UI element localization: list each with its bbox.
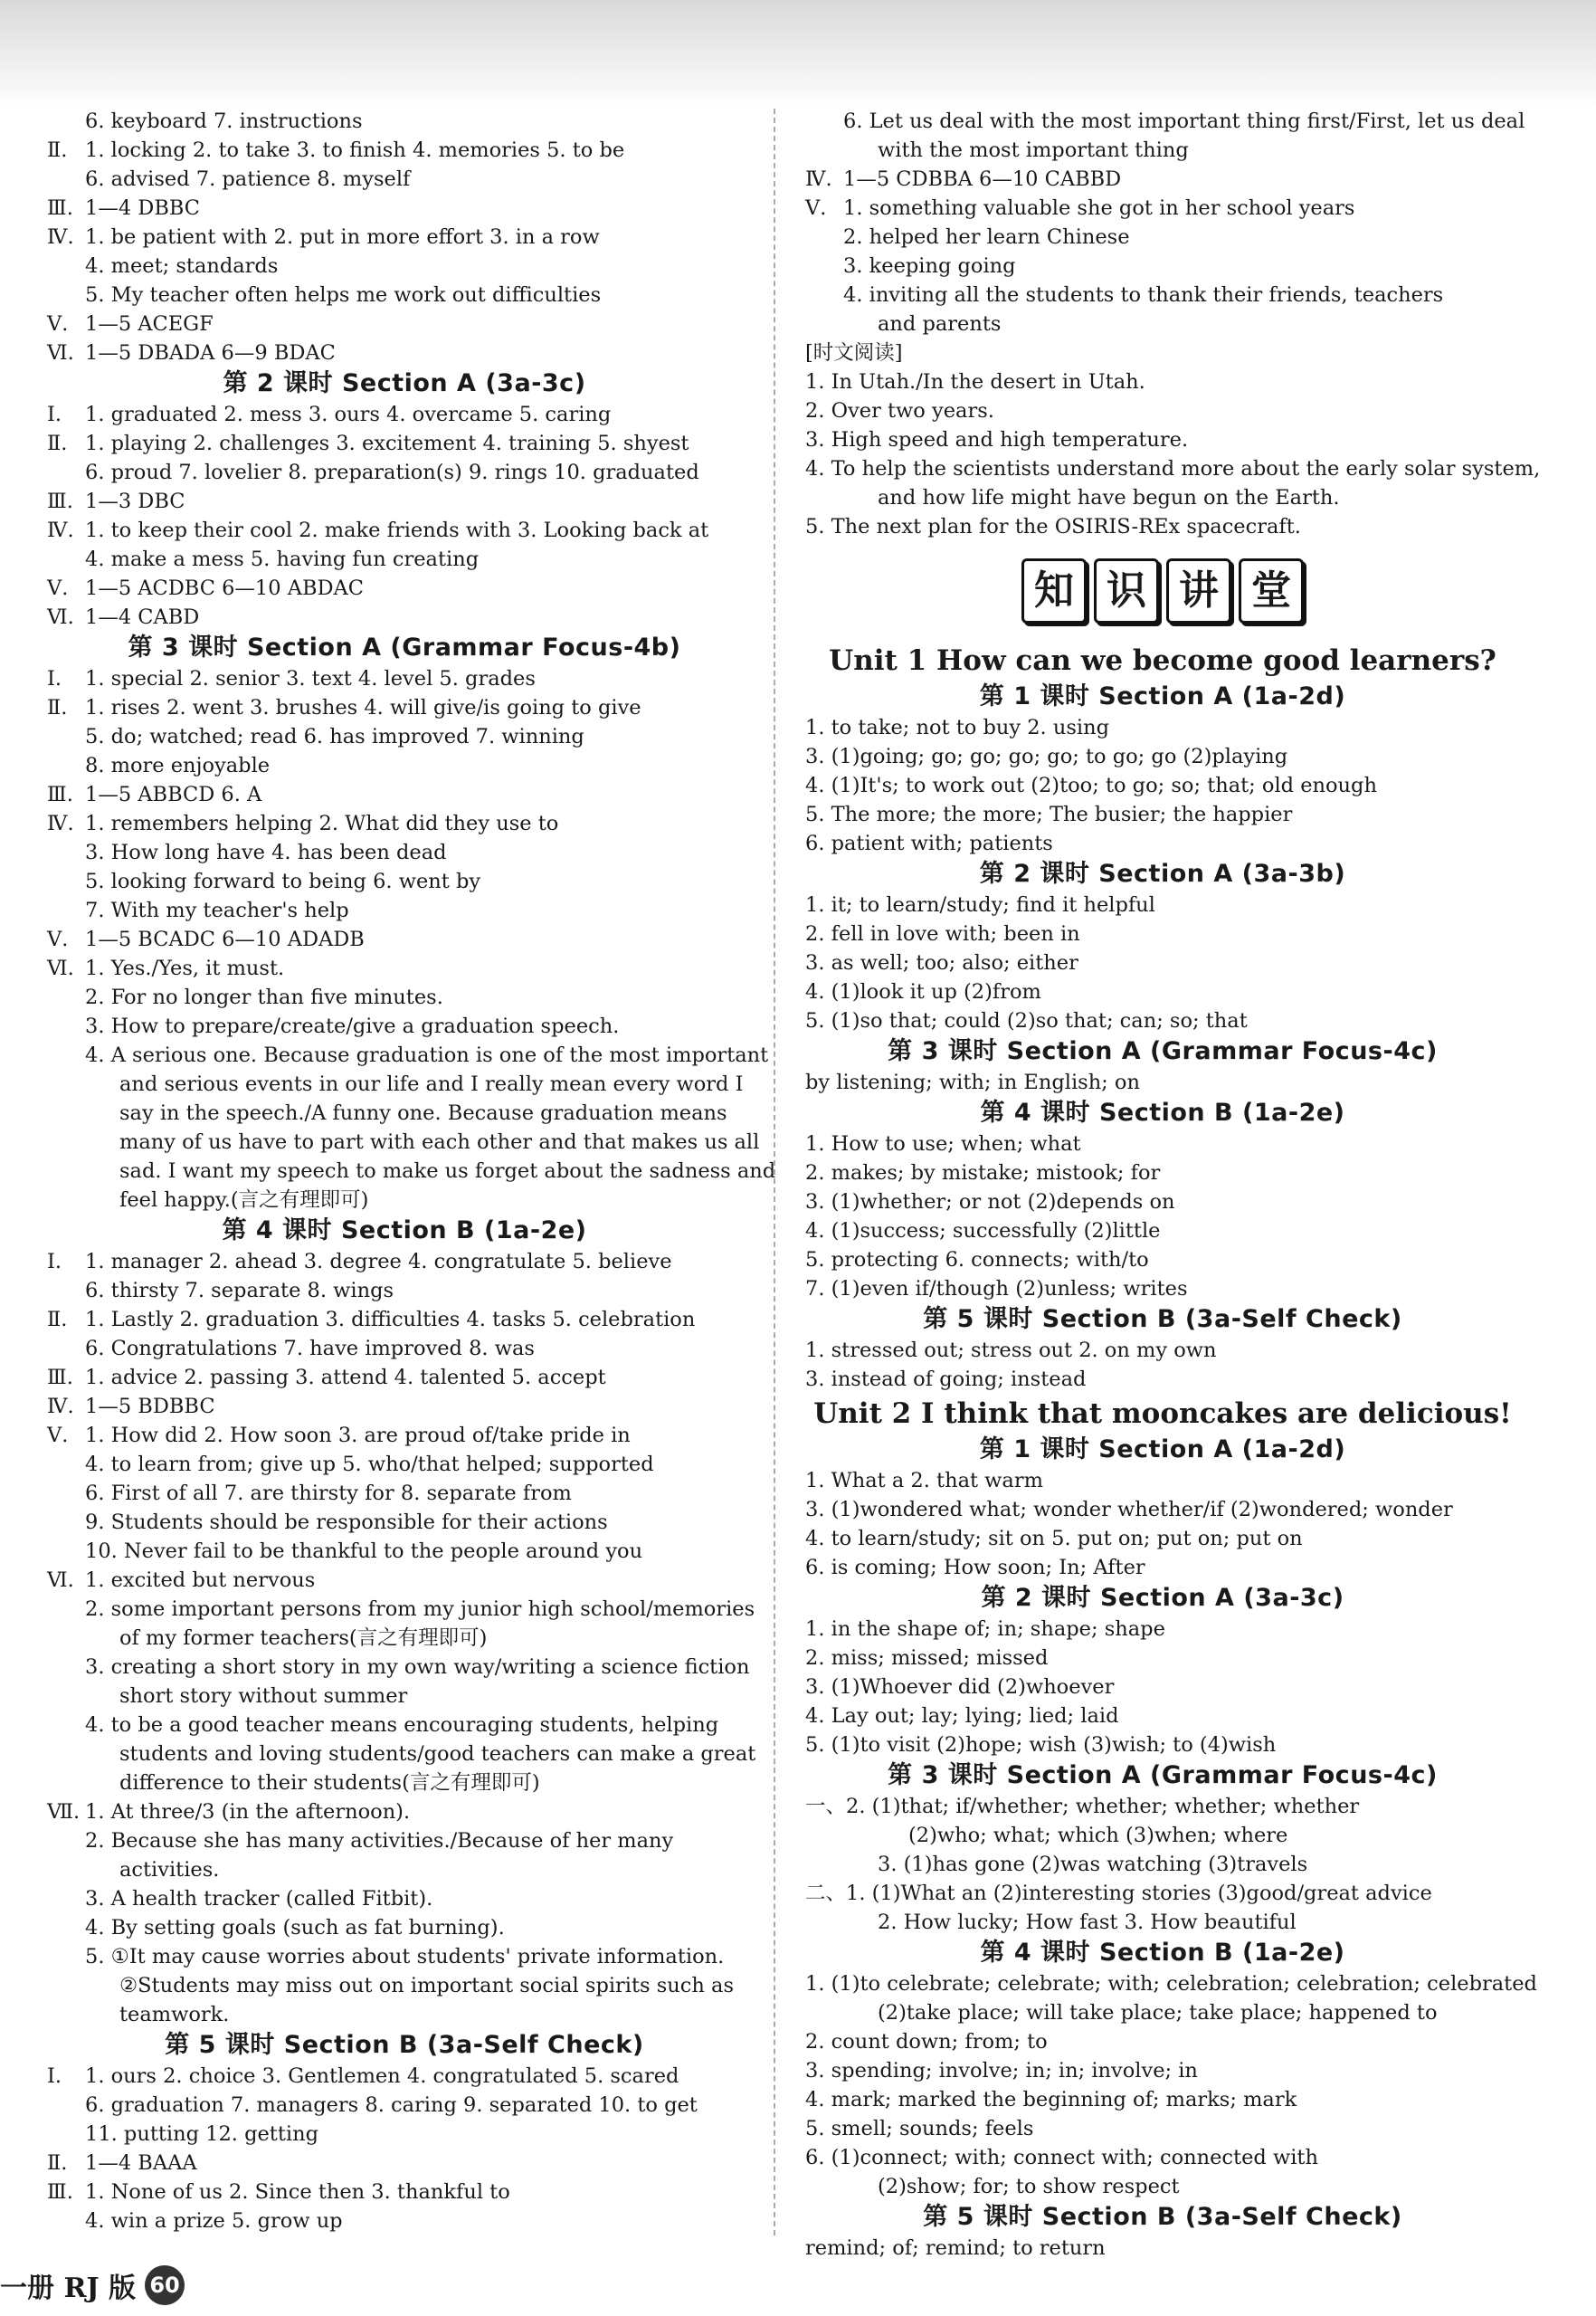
answer-line: 4. A serious one. Because graduation is one of the most important [85, 1044, 769, 1067]
answer-line: 5. looking forward to being 6. went by [85, 870, 481, 893]
section-numeral: Ⅴ. [805, 196, 827, 220]
answer-line: (2)take place; will take place; take place; happened to [878, 2001, 1438, 2025]
answer-line: activities. [119, 1858, 220, 1882]
answer-line: 8. more enjoyable [85, 754, 271, 777]
lesson-heading: 第 5 课时 Section B (3a-Self Check) [165, 2031, 644, 2059]
answer-line: 6. First of all 7. are thirsty for 8. separate from [85, 1482, 572, 1505]
answer-line [47, 1797, 762, 1826]
answer-line [47, 338, 762, 367]
answer-line [47, 516, 762, 545]
answer-line: 3. keeping going [843, 254, 1016, 278]
answer-line: 3. (1)wondered what; wonder whether/if (2)wondered; wonder [805, 1498, 1453, 1521]
section-numeral: Ⅰ. [47, 2064, 62, 2088]
answer-line: 5. ①It may cause worries about students' private information. [85, 1945, 725, 1968]
section-numeral: Ⅳ. [47, 519, 74, 542]
answer-line: 5. smell; sounds; feels [805, 2117, 1034, 2140]
answer-line: 4. make a mess 5. having fun creating [85, 548, 480, 571]
answer-line: 6. keyboard 7. instructions [85, 110, 363, 133]
answer-line: remind; of; remind; to return [805, 2236, 1106, 2260]
answer-line: 4. Lay out; lay; lying; lied; laid [805, 1704, 1119, 1728]
lesson-heading: 第 4 课时 Section B (1a-2e) [980, 1939, 1345, 1967]
answer-line [47, 310, 762, 338]
answer-line: by listening; with; in English; on [805, 1071, 1140, 1094]
lesson-heading: 第 3 课时 Section A (Grammar Focus-4b) [128, 634, 681, 662]
answer-line [47, 136, 762, 165]
section-numeral: Ⅵ. [47, 957, 74, 980]
answer-line: 3. instead of going; instead [805, 1368, 1087, 1391]
answer-line: 5. My teacher often helps me work out difficulties [85, 283, 602, 307]
section-numeral: Ⅳ. [47, 812, 74, 835]
answer-line: 4. inviting all the students to thank their friends, teachers [843, 283, 1444, 307]
answer-text: 1. locking 2. to take 3. to finish 4. memories 5. to be [85, 138, 625, 162]
right-column [805, 107, 1541, 2263]
answer-line: 4. to learn/study; sit on 5. put on; put on; put on [805, 1527, 1303, 1550]
banner-boxes [1021, 558, 1304, 624]
answer-text: 1. rises 2. went 3. brushes 4. will give/is going to give [85, 696, 641, 720]
lesson-heading: 第 3 课时 Section A (Grammar Focus-4c) [888, 1761, 1438, 1789]
answer-line: 6. graduation 7. managers 8. caring 9. separated 10. to get [85, 2093, 698, 2117]
section-numeral: Ⅵ. [47, 1568, 74, 1592]
answer-line: 2. miss; missed; missed [805, 1646, 1049, 1670]
column-divider [774, 109, 775, 2235]
answer-line: 2. makes; by mistake; mistook; for [805, 1161, 1161, 1185]
answer-text: 1—4 CABD [85, 605, 200, 629]
answer-line: 1. In Utah./In the desert in Utah. [805, 370, 1145, 394]
answer-text: 1. How did 2. How soon 3. are proud of/take pride in [85, 1424, 631, 1447]
answer-line [47, 954, 762, 983]
answer-line [47, 693, 762, 722]
answer-line: students and loving students/good teachers can make a great [119, 1742, 756, 1766]
answer-line [47, 574, 762, 603]
answer-text: 1—5 BDBBC [85, 1395, 215, 1418]
section-numeral: Ⅰ. [47, 1250, 62, 1273]
page-footer [0, 2263, 185, 2308]
banner-character: 知 [1021, 558, 1087, 624]
answer-text: 1. to keep their cool 2. make friends with 3. Looking back at [85, 519, 709, 542]
answer-line: 5. (1)so that; could (2)so that; can; so; that [805, 1009, 1248, 1033]
answer-line: 6. Let us deal with the most important thing first/First, let us deal [843, 110, 1525, 133]
answer-line: 3. (1)Whoever did (2)whoever [805, 1675, 1115, 1699]
answer-line: 6. Congratulations 7. have improved 8. was [85, 1337, 535, 1360]
answer-line: 2. Over two years. [805, 399, 994, 423]
answer-text: 1—3 DBC [85, 490, 185, 513]
answer-line: 1. What a 2. that warm [805, 1469, 1043, 1492]
answer-line: 3. A health tracker (called Fitbit). [85, 1887, 433, 1911]
answer-line: 3. How long have 4. has been dead [85, 841, 447, 864]
answer-text: 1. Yes./Yes, it must. [85, 957, 285, 980]
section-numeral: Ⅴ. [47, 928, 69, 951]
section-numeral: Ⅵ. [47, 341, 74, 365]
section-numeral: Ⅲ. [47, 783, 73, 806]
answer-line: 4. By setting goals (such as fat burning). [85, 1916, 505, 1940]
answer-line: 4. (1)It's; to work out (2)too; to go; so; that; old enough [805, 774, 1377, 797]
answer-line: 3. as well; too; also; either [805, 951, 1078, 975]
answer-text: 1—5 CDBBA 6—10 CABBD [843, 167, 1122, 191]
banner-character: 识 [1094, 558, 1159, 624]
answer-line [47, 223, 762, 252]
answer-line [47, 780, 762, 809]
answer-text: 1—5 ACEGF [85, 312, 214, 336]
answer-line [47, 194, 762, 223]
answer-line: 6. thirsty 7. separate 8. wings [85, 1279, 394, 1302]
answer-line: 6. advised 7. patience 8. myself [85, 167, 411, 191]
section-numeral: Ⅱ. [47, 1308, 68, 1331]
answer-text: 1. At three/3 (in the afternoon). [85, 1800, 411, 1824]
answer-text: 1. excited but nervous [85, 1568, 316, 1592]
answer-line [47, 400, 762, 429]
answer-line: 7. With my teacher's help [85, 899, 349, 922]
answer-line: 2. Because she has many activities./Because of her many [85, 1829, 674, 1853]
unit-title: Unit 1 How can we become good learners? [829, 644, 1496, 677]
answer-line [47, 1566, 762, 1595]
section-numeral: Ⅴ. [47, 312, 69, 336]
banner-character: 堂 [1239, 558, 1304, 624]
answer-line: 3. spending; involve; in; in; involve; in [805, 2059, 1198, 2082]
answer-text: 1—4 DBBC [85, 196, 201, 220]
answer-line [47, 487, 762, 516]
answer-line [47, 429, 762, 458]
answer-line: 4. To help the scientists understand more about the early solar system, [805, 457, 1541, 481]
answer-line: say in the speech./A funny one. Because graduation means [119, 1101, 727, 1125]
lesson-heading: 第 2 课时 Section A (3a-3c) [223, 369, 586, 397]
answer-line: short story without summer [119, 1684, 408, 1708]
answer-text: 1. special 2. senior 3. text 4. level 5. grades [85, 667, 536, 691]
answer-line: 2. helped her learn Chinese [843, 225, 1130, 249]
section-numeral: Ⅱ. [47, 138, 68, 162]
section-numeral: Ⅳ. [805, 167, 832, 191]
left-column [47, 107, 776, 2235]
answer-text: 1. something valuable she got in her school years [843, 196, 1355, 220]
answer-line: 6. is coming; How soon; In; After [805, 1556, 1145, 1579]
answer-line: ②Students may miss out on important social spirits such as [119, 1974, 734, 1997]
lesson-heading: 第 2 课时 Section A (3a-3c) [981, 1584, 1344, 1612]
answer-text: 1. advice 2. passing 3. attend 4. talented 5. accept [85, 1366, 606, 1389]
answer-line: 5. The next plan for the OSIRIS-REx spacecraft. [805, 515, 1301, 538]
lesson-heading: 第 4 课时 Section B (1a-2e) [980, 1099, 1345, 1127]
answer-line: 3. creating a short story in my own way/writing a science fiction [85, 1655, 750, 1679]
answer-text: 1—5 ABBCD 6. A [85, 783, 262, 806]
answer-line: sad. I want my speech to make us forget about the sadness and [119, 1159, 776, 1183]
answer-text: 1. remembers helping 2. What did they use to [85, 812, 559, 835]
answer-line: 4. to learn from; give up 5. who/that helped; supported [85, 1453, 654, 1476]
answer-line: 4. to be a good teacher means encouraging students, helping [85, 1713, 719, 1737]
section-numeral: Ⅰ. [47, 667, 62, 691]
answer-line: 3. (1)going; go; go; go; go; to go; go (2)playing [805, 745, 1288, 768]
section-numeral: Ⅰ. [47, 403, 62, 426]
section-numeral: Ⅲ. [47, 2180, 73, 2204]
answer-line: feel happy.(言之有理即可) [119, 1188, 369, 1212]
answer-line: 1. (1)to celebrate; celebrate; with; celebration; celebration; celebrated [805, 1972, 1537, 1996]
answer-text: 1. playing 2. challenges 3. excitement 4. training 5. shyest [85, 432, 689, 455]
edition-label: 一册 RJ 版 [0, 2273, 137, 2304]
answer-line: [时文阅读] [805, 341, 903, 365]
answer-line: 5. The more; the more; The busier; the happier [805, 803, 1293, 826]
answer-line [47, 1363, 762, 1392]
answer-line: 4. meet; standards [85, 254, 279, 278]
top-shadow [0, 0, 1596, 109]
answer-line: 一、2. (1)that; if/whether; whether; whether; whether [805, 1795, 1360, 1818]
answer-line: 4. win a prize 5. grow up [85, 2209, 343, 2233]
answer-text: 1. graduated 2. mess 3. ours 4. overcame 5. caring [85, 403, 612, 426]
answer-line [47, 664, 762, 693]
answer-line: 3. High speed and high temperature. [805, 428, 1189, 452]
answer-line [47, 2149, 762, 2178]
section-numeral: Ⅱ. [47, 432, 68, 455]
page-number-badge: 60 [145, 2265, 185, 2305]
answer-text: 1. ours 2. choice 3. Gentlemen 4. congratulated 5. scared [85, 2064, 679, 2088]
knowledge-banner [805, 541, 1520, 641]
section-numeral: Ⅴ. [47, 577, 69, 600]
answer-line: 5. (1)to visit (2)hope; wish (3)wish; to (4)wish [805, 1733, 1277, 1757]
answer-line: 6. proud 7. lovelier 8. preparation(s) 9. rings 10. graduated [85, 461, 699, 484]
section-numeral: Ⅳ. [47, 1395, 74, 1418]
section-numeral: Ⅲ. [47, 1366, 73, 1389]
answer-line: (2)show; for; to show respect [878, 2175, 1180, 2198]
answer-text: 1. manager 2. ahead 3. degree 4. congratulate 5. believe [85, 1250, 672, 1273]
section-numeral: Ⅶ. [47, 1800, 81, 1824]
answer-line: (2)who; what; which (3)when; where [908, 1824, 1288, 1847]
answer-line: 2. fell in love with; been in [805, 922, 1080, 946]
answer-line: 1. in the shape of; in; shape; shape [805, 1617, 1165, 1641]
answer-line: 3. How to prepare/create/give a graduation speech. [85, 1015, 620, 1038]
section-numeral: Ⅱ. [47, 2151, 68, 2175]
lesson-heading: 第 4 课时 Section B (1a-2e) [222, 1216, 587, 1244]
section-numeral: Ⅱ. [47, 696, 68, 720]
answer-line: 3. (1)whether; or not (2)depends on [805, 1190, 1175, 1214]
answer-line: of my former teachers(言之有理即可) [119, 1626, 488, 1650]
answer-line [805, 194, 1520, 223]
answer-line: 1. stressed out; stress out 2. on my own [805, 1339, 1217, 1362]
answer-line: 2. For no longer than five minutes. [85, 986, 443, 1009]
answer-line [805, 165, 1520, 194]
lesson-heading: 第 5 课时 Section B (3a-Self Check) [923, 2203, 1402, 2231]
answer-line: 3. (1)has gone (2)was watching (3)travels [878, 1853, 1308, 1876]
section-numeral: Ⅲ. [47, 196, 73, 220]
answer-line [47, 925, 762, 954]
answer-line: 5. protecting 6. connects; with/to [805, 1248, 1149, 1272]
answer-line: and parents [878, 312, 1002, 336]
answer-line: 二、1. (1)What an (2)interesting stories (3)good/great advice [805, 1882, 1432, 1905]
section-numeral: Ⅲ. [47, 490, 73, 513]
answer-text: 1—5 BCADC 6—10 ADADB [85, 928, 365, 951]
answer-text: 1. be patient with 2. put in more effort 3. in a row [85, 225, 600, 249]
answer-text: 1—5 ACDBC 6—10 ABDAC [85, 577, 364, 600]
answer-text: 1. Lastly 2. graduation 3. difficulties 4. tasks 5. celebration [85, 1308, 696, 1331]
answer-line: teamwork. [119, 2003, 230, 2026]
answer-line: and how life might have begun on the Earth. [878, 486, 1340, 510]
answer-text: 1. None of us 2. Since then 3. thankful to [85, 2180, 510, 2204]
answer-line: many of us have to part with each other and that makes us all [119, 1130, 760, 1154]
section-numeral: Ⅳ. [47, 225, 74, 249]
answer-line: 1. it; to learn/study; find it helpful [805, 893, 1155, 917]
lesson-heading: 第 2 课时 Section A (3a-3b) [979, 860, 1346, 888]
answer-line: and serious events in our life and I really mean every word I [119, 1072, 744, 1096]
lesson-heading: 第 5 课时 Section B (3a-Self Check) [923, 1305, 1402, 1333]
lesson-heading: 第 1 课时 Section A (1a-2d) [979, 682, 1346, 710]
answer-line: 9. Students should be responsible for their actions [85, 1511, 608, 1534]
answer-line: 5. do; watched; read 6. has improved 7. winning [85, 725, 584, 748]
answer-line [47, 809, 762, 838]
answer-line [47, 603, 762, 632]
answer-line: 2. count down; from; to [805, 2030, 1048, 2054]
answer-line [47, 1305, 762, 1334]
lesson-heading: 第 1 课时 Section A (1a-2d) [979, 1435, 1346, 1463]
answer-line: 7. (1)even if/though (2)unless; writes [805, 1277, 1188, 1301]
answer-line: 11. putting 12. getting [85, 2122, 318, 2146]
answer-line: 4. (1)look it up (2)from [805, 980, 1041, 1004]
banner-character: 讲 [1166, 558, 1231, 624]
answer-line: 2. How lucky; How fast 3. How beautiful [878, 1911, 1297, 1934]
answer-text: 1—5 DBADA 6—9 BDAC [85, 341, 336, 365]
answer-line [47, 1247, 762, 1276]
answer-line [47, 2178, 762, 2206]
answer-line: 4. (1)success; successfully (2)little [805, 1219, 1161, 1243]
answer-line: 1. to take; not to buy 2. using [805, 716, 1109, 739]
answer-line [47, 2062, 762, 2091]
section-numeral: Ⅵ. [47, 605, 74, 629]
answer-line: difference to their students(言之有理即可) [119, 1771, 540, 1795]
answer-text: 1—4 BAAA [85, 2151, 197, 2175]
answer-line: 6. (1)connect; with; connect with; connected with [805, 2146, 1318, 2169]
answer-line [47, 1392, 762, 1421]
answer-line: 6. patient with; patients [805, 832, 1053, 855]
answer-line [47, 1421, 762, 1450]
answer-line: with the most important thing [878, 138, 1189, 162]
unit-title: Unit 2 I think that mooncakes are delicious! [813, 1397, 1512, 1430]
answer-line: 4. mark; marked the beginning of; marks; mark [805, 2088, 1297, 2111]
lesson-heading: 第 3 课时 Section A (Grammar Focus-4c) [888, 1037, 1438, 1065]
answer-line: 10. Never fail to be thankful to the people around you [85, 1539, 643, 1563]
answer-line: 2. some important persons from my junior high school/memories [85, 1597, 755, 1621]
section-numeral: Ⅴ. [47, 1424, 69, 1447]
answer-line: 1. How to use; when; what [805, 1132, 1081, 1156]
